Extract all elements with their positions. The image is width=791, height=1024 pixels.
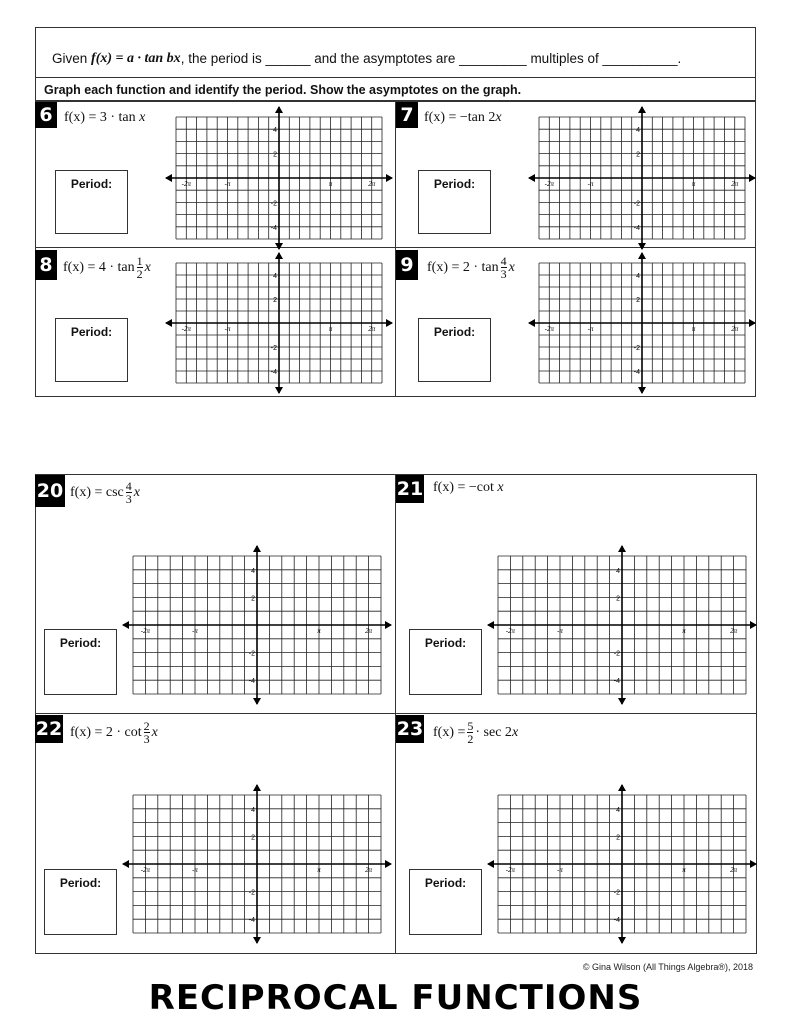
problem-number: 8	[35, 250, 57, 280]
function-label: f(x) = $\frac{5}{2}$ · sec 2 x	[433, 719, 519, 746]
x-tick-label: π	[682, 627, 686, 635]
x-tick-label: -π	[587, 325, 594, 333]
y-axis-arrow-up-icon	[638, 252, 646, 259]
x-axis-arrow-right-icon	[749, 319, 756, 327]
x-axis-arrow-right-icon	[385, 621, 392, 629]
y-axis-arrow-down-icon	[275, 243, 283, 250]
y-axis-arrow-up-icon	[253, 545, 261, 552]
y-tick-label: 4	[616, 806, 620, 814]
period-answer-box[interactable]: Period:	[44, 629, 117, 695]
intro-blanks: , the period is ______ and the asymptotes are _________ multiples of __________.	[180, 51, 682, 66]
copyright-credit: © Gina Wilson (All Things Algebra®), 2018	[582, 962, 753, 972]
y-tick-label: 2	[616, 595, 620, 603]
problem-number: 7	[396, 102, 418, 128]
intro-given: Given	[52, 51, 88, 66]
x-tick-label: 2π	[730, 627, 738, 635]
period-answer-box[interactable]: Period:	[44, 869, 117, 935]
period-answer-box[interactable]: Period:	[55, 170, 128, 234]
period-answer-box[interactable]: Period:	[409, 869, 482, 935]
y-tick-label: 4	[273, 273, 277, 280]
coordinate-grid[interactable]	[527, 251, 757, 395]
x-tick-label: -π	[557, 627, 563, 635]
x-axis-arrow-left-icon	[528, 319, 535, 327]
y-axis-arrow-down-icon	[253, 937, 261, 944]
y-tick-label: -4	[270, 369, 277, 376]
problem-number: 6	[35, 102, 57, 128]
y-tick-label: -2	[270, 200, 277, 208]
x-tick-label: π	[328, 325, 333, 333]
x-axis-arrow-left-icon	[528, 174, 535, 182]
y-axis-arrow-down-icon	[253, 698, 261, 705]
y-tick-label: -2	[633, 200, 640, 208]
x-tick-label: π	[682, 866, 686, 874]
x-tick-label: π	[328, 180, 333, 188]
function-label: f(x) = 3 · tan x	[64, 110, 146, 125]
x-tick-label: -π	[557, 866, 563, 874]
y-tick-label: 2	[273, 151, 277, 159]
x-tick-label: π	[691, 325, 696, 333]
x-tick-label: 2π	[731, 180, 739, 188]
y-tick-label: -4	[248, 917, 255, 925]
y-axis-arrow-up-icon	[275, 252, 283, 259]
y-tick-label: -4	[613, 678, 620, 686]
y-tick-label: -4	[248, 678, 255, 686]
fraction: $\frac{4}{3}$	[125, 479, 132, 506]
y-axis-arrow-down-icon	[618, 698, 626, 705]
x-tick-label: -2π	[181, 180, 191, 188]
y-axis-arrow-down-icon	[638, 243, 646, 250]
period-answer-box[interactable]: Period:	[418, 170, 491, 234]
x-tick-label: -2π	[140, 866, 151, 874]
y-tick-label: 4	[636, 273, 640, 280]
x-axis-arrow-left-icon	[487, 860, 494, 868]
function-label: f(x) = csc $\frac{4}{3}$ x	[70, 479, 140, 506]
x-axis-arrow-left-icon	[487, 621, 494, 629]
y-tick-label: 2	[251, 595, 255, 603]
y-tick-label: 2	[273, 297, 277, 304]
x-axis-arrow-right-icon	[385, 860, 392, 868]
y-tick-label: -2	[270, 345, 277, 352]
y-axis-arrow-up-icon	[618, 784, 626, 791]
x-axis-arrow-right-icon	[386, 319, 393, 327]
y-tick-label: 2	[251, 834, 255, 842]
y-tick-label: -4	[633, 224, 640, 232]
y-axis-arrow-up-icon	[638, 106, 646, 113]
y-tick-label: -2	[633, 345, 640, 352]
y-tick-label: 4	[273, 127, 277, 135]
x-tick-label: 2π	[365, 866, 373, 874]
y-tick-label: -2	[248, 889, 255, 897]
y-tick-label: -2	[613, 889, 620, 897]
y-axis-arrow-down-icon	[275, 387, 283, 394]
function-label: f(x) = 2 · cot $\frac{2}{3}$ x	[70, 719, 158, 746]
y-tick-label: -4	[613, 917, 620, 925]
x-tick-label: 2π	[368, 325, 376, 333]
x-tick-label: -π	[224, 180, 231, 188]
y-tick-label: 4	[636, 127, 640, 135]
problem-number: 21	[396, 475, 424, 503]
x-tick-label: -2π	[181, 325, 191, 333]
fraction: $\frac{2}{3}$	[143, 719, 150, 746]
problem-number: 20	[35, 475, 65, 507]
coordinate-grid[interactable]	[164, 251, 394, 395]
fraction: $\frac{4}{3}$	[500, 254, 507, 281]
y-axis-arrow-down-icon	[638, 387, 646, 394]
y-axis-arrow-up-icon	[275, 106, 283, 113]
x-tick-label: 2π	[368, 180, 376, 188]
period-answer-box[interactable]: Period:	[55, 318, 128, 382]
function-label: f(x) = −cot x	[433, 480, 504, 495]
y-axis-arrow-up-icon	[618, 545, 626, 552]
y-tick-label: 4	[251, 806, 255, 814]
x-tick-label: -2π	[505, 627, 516, 635]
x-tick-label: -π	[587, 180, 594, 188]
problem-number: 22	[35, 715, 63, 743]
y-tick-label: -2	[248, 650, 255, 658]
y-tick-label: -4	[270, 224, 277, 232]
x-axis-arrow-right-icon	[750, 621, 757, 629]
instructions: Graph each function and identify the period. Show the asymptotes on the graph.	[35, 77, 756, 101]
x-tick-label: -2π	[140, 627, 151, 635]
x-tick-label: -2π	[544, 325, 554, 333]
x-tick-label: -π	[192, 627, 198, 635]
problem-number: 23	[396, 715, 424, 743]
x-axis-arrow-right-icon	[749, 174, 756, 182]
x-tick-label: -2π	[505, 866, 516, 874]
y-tick-label: -4	[633, 369, 640, 376]
y-tick-label: 4	[251, 567, 255, 575]
x-tick-label: π	[317, 866, 321, 874]
x-axis-arrow-left-icon	[165, 319, 172, 327]
period-answer-box[interactable]: Period:	[418, 318, 491, 382]
page-banner-title: RECIPROCAL FUNCTIONS	[148, 978, 643, 1018]
function-label: f(x) = −tan 2 x	[424, 110, 502, 125]
y-tick-label: -2	[613, 650, 620, 658]
y-tick-label: 2	[636, 151, 640, 159]
x-tick-label: 2π	[731, 325, 739, 333]
problem-number: 9	[396, 250, 418, 280]
x-tick-label: -2π	[544, 180, 554, 188]
x-tick-label: -π	[224, 325, 231, 333]
intro-statement	[35, 27, 756, 78]
fraction: $\frac{5}{2}$	[467, 719, 474, 746]
x-tick-label: 2π	[730, 866, 738, 874]
function-label: f(x) = 2 · tan $\frac{4}{3}$ x	[427, 254, 515, 281]
x-axis-arrow-left-icon	[122, 860, 129, 868]
coordinate-grid[interactable]	[164, 105, 394, 251]
y-tick-label: 2	[636, 297, 640, 304]
x-axis-arrow-right-icon	[750, 860, 757, 868]
x-axis-arrow-right-icon	[386, 174, 393, 182]
x-tick-label: -π	[192, 866, 198, 874]
y-axis-arrow-down-icon	[618, 937, 626, 944]
coordinate-grid[interactable]	[121, 783, 393, 945]
coordinate-grid[interactable]	[121, 544, 393, 706]
x-axis-arrow-left-icon	[165, 174, 172, 182]
function-label: f(x) = 4 · tan $\frac{1}{2}$ x	[63, 254, 151, 281]
intro-formula: f(x) = a · tan bx	[91, 50, 181, 66]
y-axis-arrow-up-icon	[253, 784, 261, 791]
x-axis-arrow-left-icon	[122, 621, 129, 629]
x-tick-label: π	[691, 180, 696, 188]
coordinate-grid[interactable]	[486, 544, 758, 706]
fraction: $\frac{1}{2}$	[136, 254, 143, 281]
y-tick-label: 4	[616, 567, 620, 575]
coordinate-grid[interactable]	[486, 783, 758, 945]
period-answer-box[interactable]: Period:	[409, 629, 482, 695]
x-tick-label: π	[317, 627, 321, 635]
y-tick-label: 2	[616, 834, 620, 842]
x-tick-label: 2π	[365, 627, 373, 635]
coordinate-grid[interactable]	[527, 105, 757, 251]
